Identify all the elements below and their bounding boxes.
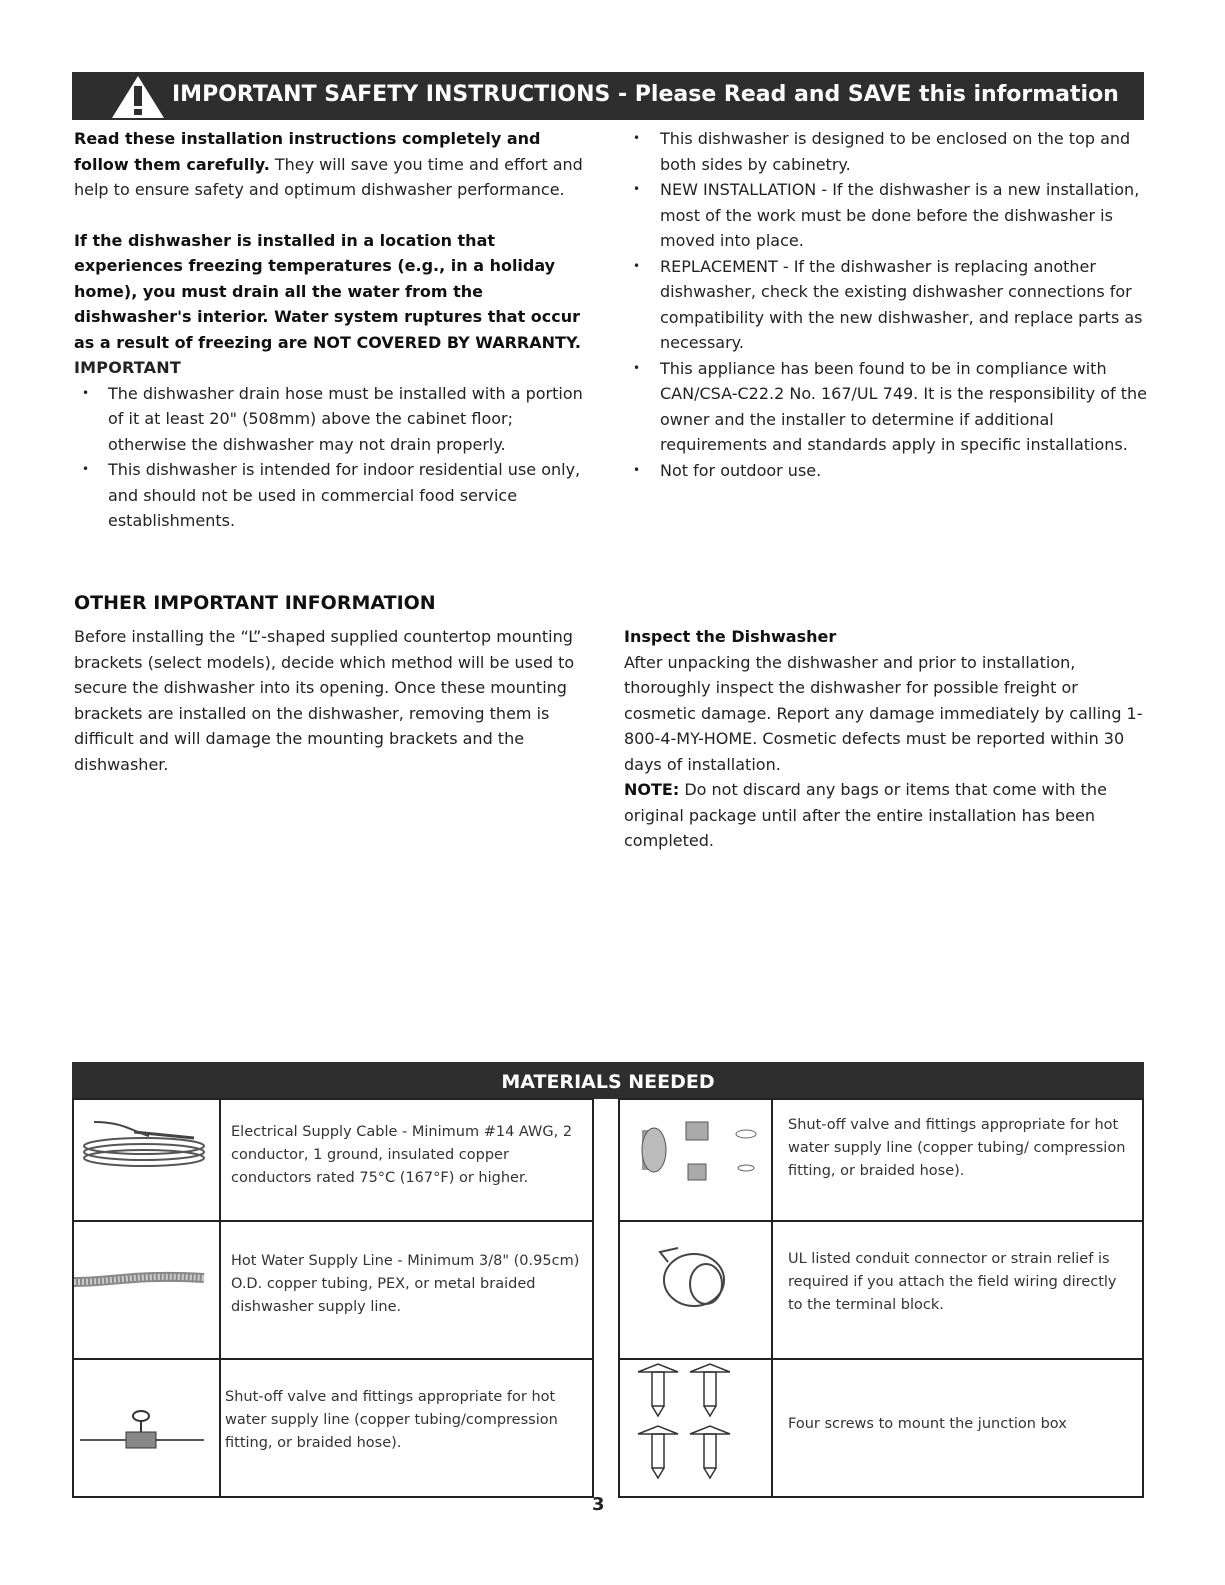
material-text: UL listed conduit connector or strain relief is required if you attach the field wiring directly to the terminal block. (788, 1251, 1117, 1313)
material-text-cell (771, 1098, 1144, 1222)
right-bullets (625, 126, 1150, 483)
list-item: • This dishwasher is designed to be enclosed on the top and both sides by cabinetry. (625, 126, 1150, 177)
material-text-cell (771, 1358, 1144, 1498)
braided-hose-icon (74, 1222, 219, 1358)
screws-icon (620, 1360, 771, 1496)
list-item: • REPLACEMENT - If the dishwasher is replacing another dishwasher, check the existing dishwasher connections for compatibility with the new dishwasher, and replace parts as necessary. (625, 254, 1150, 356)
list-item: • NEW INSTALLATION - If the dishwasher is a new installation, most of the work must be done before the dishwasher is moved into place. (625, 177, 1150, 254)
material-text: Hot Water Supply Line - Minimum 3/8" (0.95cm) O.D. copper tubing, PEX, or metal braided dishwasher supply line. (231, 1253, 580, 1315)
shutoff-valve-icon (74, 1360, 219, 1496)
material-image-cell (618, 1098, 773, 1222)
safety-banner (72, 72, 1144, 120)
material-image-cell (72, 1098, 221, 1222)
list-item: • Not for outdoor use. (625, 458, 1150, 484)
banner-title-main: IMPORTANT SAFETY INSTRUCTIONS - (172, 82, 635, 107)
right-column (625, 126, 1150, 483)
other-info-text: Before installing the “L”-shaped supplied countertop mounting brackets (select models), decide which method will be used to secure the dishwasher into its opening. Once these mounting brackets are installed on the dishwasher, removing them is difficult and will damage the mounting brackets and the dishwasher. (74, 627, 575, 774)
inspect-section (624, 624, 1144, 854)
inspect-note (624, 777, 1144, 854)
inspect-text: After unpacking the dishwasher and prior to installation, thoroughly inspect the dishwasher for possible freight or cosmetic damage. Report any damage immediately by calling 1-800-4-MY-HOME. Cosmetic defects must be reported within 30 days of installation. (624, 652, 1143, 774)
material-text-cell (219, 1098, 594, 1222)
materials-heading: MATERIALS NEEDED (72, 1062, 1144, 1099)
list-item: • The dishwasher drain hose must be installed with a portion of it at least 20" (508mm) above the cabinet floor; otherwise the dishwasher may not drain properly. (74, 381, 594, 458)
banner-title (172, 82, 1119, 107)
banner-subtitle: Please Read and SAVE this information (634, 82, 1119, 107)
material-text: Shut-off valve and fittings appropriate for hot water supply line (copper tubing/ compression fitting, or braided hose). (788, 1117, 1126, 1179)
left-column (74, 126, 594, 534)
conduit-connector-icon (620, 1222, 771, 1358)
inspect-heading: Inspect the Dishwasher (624, 627, 837, 646)
note-text: Do not discard any bags or items that come with the original package until after the entire installation has been completed. (624, 780, 1107, 850)
lead-paragraph (74, 126, 594, 203)
material-image-cell (618, 1220, 773, 1360)
material-image-cell (618, 1358, 773, 1498)
material-image-cell (72, 1220, 221, 1360)
list-item: • This dishwasher is intended for indoor residential use only, and should not be used in commercial food service establishments. (74, 457, 594, 534)
valve-fittings-icon (620, 1100, 771, 1220)
material-text-cell (219, 1220, 594, 1360)
page-number: 3 (592, 1494, 605, 1515)
material-text-cell (771, 1220, 1144, 1360)
list-item: • This appliance has been found to be in compliance with CAN/CSA-C22.2 No. 167/UL 749. It is the responsibility of the owner and the installer to determine if additional requirements and standards apply in specific installations. (625, 356, 1150, 458)
material-text: Electrical Supply Cable - Minimum #14 AWG, 2 conductor, 1 ground, insulated copper conductors rated 75°C (167°F) or higher. (231, 1124, 573, 1186)
cable-coil-icon (74, 1100, 219, 1220)
materials-table (72, 1062, 1144, 1498)
material-image-cell (72, 1358, 221, 1498)
warning-triangle-icon (110, 74, 166, 120)
left-bullets (74, 381, 594, 534)
materials-grid (72, 1098, 1144, 1498)
lead-bold: Read these installation instructions completely and follow them carefully. (74, 129, 541, 174)
note-label: NOTE: (624, 780, 680, 799)
material-text-cell (219, 1358, 594, 1498)
other-info-heading: OTHER IMPORTANT INFORMATION (74, 592, 436, 614)
important-label: IMPORTANT (74, 358, 181, 377)
lead-rest: They will save you time and effort and help to ensure safety and optimum dishwasher performance. (74, 154, 583, 199)
material-text: Shut-off valve and fittings appropriate for hot water supply line (copper tubing/compression fitting, or braided hose). (225, 1389, 558, 1451)
freeze-warning: If the dishwasher is installed in a location that experiences freezing temperatures (e.g., in a holiday home), you must drain all the water from the dishwasher's interior. Water system ruptures that occur as a result of freezing are NOT COVERED BY WARRANTY. (74, 230, 581, 352)
material-text: Four screws to mount the junction box (788, 1416, 1067, 1432)
